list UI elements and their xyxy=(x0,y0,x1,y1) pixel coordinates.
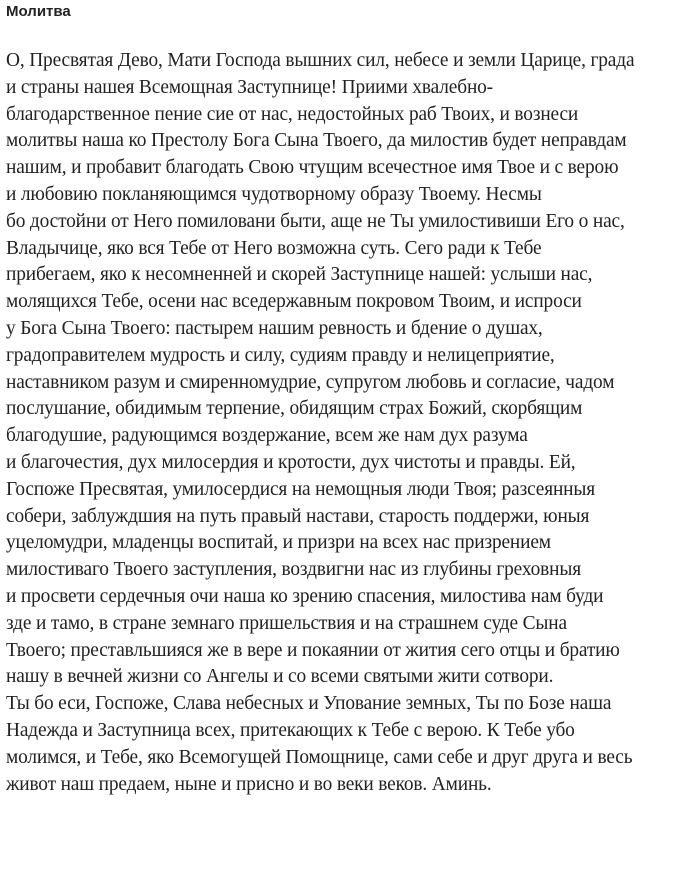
prayer-line: живот наш предаем, ныне и присно и во веки веков. Аминь. xyxy=(6,773,492,795)
prayer-line: наставником разум и смиренномудрие, супругом любовь и согласие, чадом xyxy=(6,371,615,393)
page-title: Молитва xyxy=(6,3,71,20)
prayer-line: зде и тамо, в стране земнаго пришельствия и на страшнем суде Сына xyxy=(6,612,567,634)
prayer-line: молимся, и Тебе, яко Всемогущей Помощнице, сами себе и друг друга и весь xyxy=(6,746,633,768)
prayer-line: и страны нашея Всемощная Заступнице! Приими хвалебно- xyxy=(6,76,493,98)
prayer-line: нашу в вечней жизни со Ангелы и со всеми святыми жити сотвори. xyxy=(6,666,554,688)
prayer-line: и благочестия, дух милосердия и кротости, дух чистоты и правды. Ей, xyxy=(6,451,576,473)
prayer-line: молящихся Тебе, осени нас вседержавным покровом Твоим, и испроси xyxy=(6,291,582,313)
prayer-line: Госпоже Пресвятая, умилосердися на немощныя люди Твоя; разсеянныя xyxy=(6,478,595,500)
prayer-line: Владычице, яко вся Тебе от Него возможна суть. Сего ради к Тебе xyxy=(6,237,542,259)
prayer-line: О, Пресвятая Дево, Мати Господа вышних сил, небесе и земли Царице, града xyxy=(6,50,635,71)
prayer-line: прибегаем, яко к несомненней и скорей Заступнице нашей: услыши нас, xyxy=(6,264,593,286)
prayer-line: милостиваго Твоего заступления, воздвигни нас из глубины греховныя xyxy=(6,559,581,581)
prayer-line: бо достойни от Него помиловани быти, аще не Ты умилостивиши Его о нас, xyxy=(6,210,625,232)
prayer-line: благодушие, радующимся воздержание, всем же нам дух разума xyxy=(6,425,528,447)
prayer-line: Ты бо еси, Госпоже, Слава небесных и Упование земных, Ты по Бозе наша xyxy=(6,693,612,715)
prayer-line: благодарственное пение сие от нас, недостойных раб Твоих, и вознеси xyxy=(6,103,579,125)
prayer-line: послушание, обидимым терпение, обидящим страх Божий, скорбящим xyxy=(6,398,583,420)
prayer-text xyxy=(6,48,699,798)
prayer-line: собери, заблуждшия на путь правый настави, старость поддержи, юныя xyxy=(6,505,590,527)
prayer-line: и любовию покланяющимся чудотворному образу Твоему. Несмы xyxy=(6,183,542,205)
prayer-line: уцеломудри, младенцы воспитай, и призри на всех нас призрением xyxy=(6,532,551,554)
prayer-line: Надежда и Заступница всех, притекающих к Тебе с верою. К Тебе убо xyxy=(6,719,575,741)
prayer-line: молитвы наша ко Престолу Бога Сына Твоего, да милостив будет неправдам xyxy=(6,130,627,152)
prayer-line: градоправителем мудрость и силу, судиям правду и нелицеприятие, xyxy=(6,344,555,366)
prayer-line: нашим, и пробавит благодать Свою чтущим всечестное имя Твое и с верою xyxy=(6,157,619,179)
prayer-line: и просвети сердечныя очи наша ко зрению спасения, милостива нам буди xyxy=(6,585,604,607)
prayer-line: у Бога Сына Твоего: пастырем нашим ревность и бдение о душах, xyxy=(6,317,543,339)
prayer-line: Твоего; преставльшияся же в вере и покаянии от жития сего отцы и братию xyxy=(6,639,620,661)
